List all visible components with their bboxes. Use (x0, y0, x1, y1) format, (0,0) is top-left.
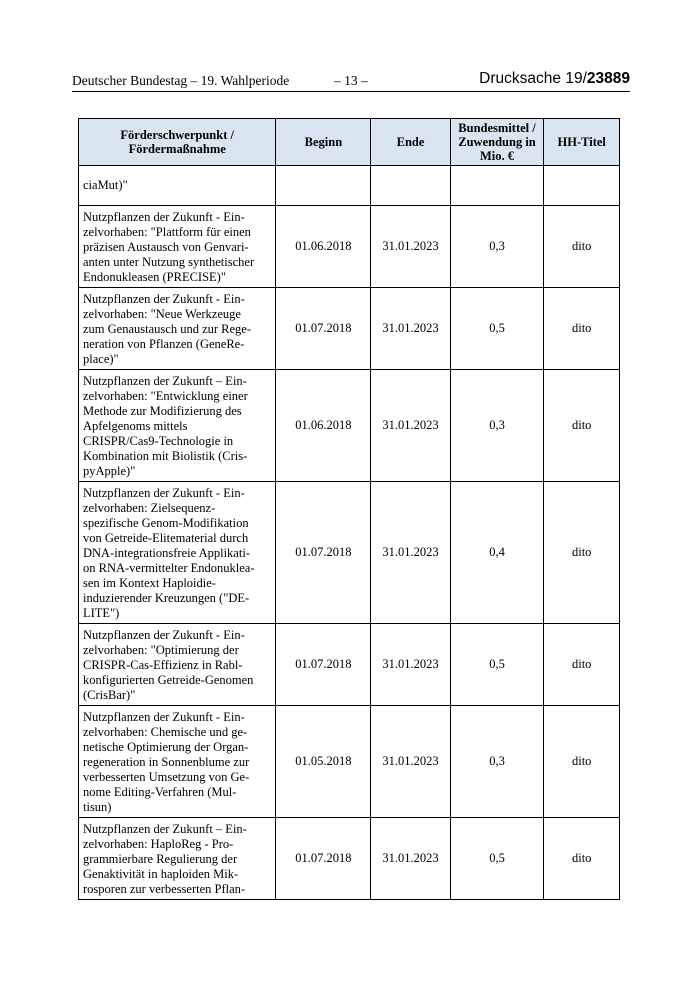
end-date-cell: 31.01.2023 (371, 624, 450, 706)
measure-line: CRISPR/Cas9-Technologie in (83, 434, 234, 448)
measure-cell (79, 206, 276, 288)
table-row (79, 706, 620, 818)
table-header-row (79, 119, 620, 166)
table-row (79, 818, 620, 900)
end-date-cell: 31.01.2023 (371, 370, 450, 482)
column-header-funds: Bundesmittel / Zuwendung in Mio. € (450, 119, 544, 166)
budget-title-cell: dito (544, 482, 620, 624)
document-number-regular: 19/ (565, 70, 587, 87)
measure-line: Nutzpflanzen der Zukunft - Ein- (83, 628, 245, 642)
measure-line: ciaMut)" (83, 177, 128, 192)
table-row (79, 482, 620, 624)
measure-cell (79, 288, 276, 370)
begin-date-cell: 01.07.2018 (276, 624, 371, 706)
measure-line: neration von Pflanzen (GeneRe- (83, 337, 245, 351)
budget-title-cell (544, 166, 620, 206)
measure-line: Endonukleasen (PRECISE)" (83, 270, 226, 284)
measure-line: pyApple)" (83, 464, 136, 478)
measure-line: Nutzpflanzen der Zukunft – Ein- (83, 374, 247, 388)
begin-date-cell: 01.07.2018 (276, 482, 371, 624)
funds-cell: 0,3 (450, 370, 544, 482)
measure-line: induzierender Kreuzungen ("DE- (83, 591, 250, 605)
budget-title-cell: dito (544, 370, 620, 482)
measure-line: zelvorhaben: "Plattform für einen (83, 225, 251, 239)
funds-cell: 0,5 (450, 288, 544, 370)
measure-cell (79, 706, 276, 818)
measure-cell (79, 818, 276, 900)
measure-line: zelvorhaben: Chemische und ge- (83, 725, 248, 739)
begin-date-cell (276, 166, 371, 206)
document-number-prefix: Drucksache (479, 70, 566, 87)
page-number: – 13 – (334, 73, 368, 88)
funds-cell: 0,5 (450, 624, 544, 706)
measure-line: zelvorhaben: "Neue Werkzeuge (83, 307, 241, 321)
measure-line: sen im Kontext Haploidie- (83, 576, 216, 590)
measure-line: von Getreide-Elitematerial durch (83, 531, 249, 545)
measure-line: regeneration in Sonnenblume zur (83, 755, 250, 769)
table-row (79, 370, 620, 482)
measure-line: zelvorhaben: Zielsequenz- (83, 501, 216, 515)
document-number-bold: 23889 (586, 70, 630, 87)
begin-date-cell: 01.07.2018 (276, 818, 371, 900)
budget-title-cell: dito (544, 288, 620, 370)
measure-line: Genaktivität in haploiden Mik- (83, 867, 239, 881)
funds-cell: 0,5 (450, 818, 544, 900)
end-date-cell: 31.01.2023 (371, 288, 450, 370)
column-header-measure: Förderschwerpunkt / Fördermaßnahme (79, 119, 276, 166)
measure-line: spezifische Genom-Modifikation (83, 516, 249, 530)
measure-line: anten unter Nutzung synthetischer (83, 255, 255, 269)
header-rule (72, 91, 630, 92)
column-header-end: Ende (371, 119, 450, 166)
header-parliament: Deutscher Bundestag – 19. Wahlperiode (72, 73, 290, 88)
measure-line: konfigurierten Getreide-Genomen (83, 673, 254, 687)
page-header (72, 70, 630, 92)
measure-cell (79, 166, 276, 206)
measure-line: Nutzpflanzen der Zukunft - Ein- (83, 486, 245, 500)
measure-cell (79, 482, 276, 624)
measure-line: on RNA-vermittelter Endonuklea- (83, 561, 255, 575)
funds-cell: 0,3 (450, 706, 544, 818)
measure-line: netische Optimierung der Organ- (83, 740, 249, 754)
measure-line: zelvorhaben: "Optimierung der (83, 643, 239, 657)
end-date-cell: 31.01.2023 (371, 706, 450, 818)
measure-line: Nutzpflanzen der Zukunft – Ein- (83, 822, 247, 836)
budget-title-cell: dito (544, 206, 620, 288)
measure-line: CRISPR-Cas-Effizienz in Rabl- (83, 658, 243, 672)
measure-line: Nutzpflanzen der Zukunft - Ein- (83, 292, 245, 306)
table-row (79, 166, 620, 206)
funds-cell (450, 166, 544, 206)
measure-line: verbesserten Umsetzung von Ge- (83, 770, 250, 784)
begin-date-cell: 01.06.2018 (276, 206, 371, 288)
measure-line: tisun) (83, 800, 112, 814)
measure-line: DNA-integrationsfreie Applikati- (83, 546, 250, 560)
measure-line: präzisen Austausch von Genvari- (83, 240, 249, 254)
measure-line: zum Genaustausch und zur Rege- (83, 322, 251, 336)
budget-title-cell: dito (544, 818, 620, 900)
document-number (479, 70, 630, 88)
measure-line: Methode zur Modifizierung des (83, 404, 242, 418)
measure-line: (CrisBar)" (83, 688, 136, 702)
end-date-cell: 31.01.2023 (371, 818, 450, 900)
funds-cell: 0,4 (450, 482, 544, 624)
measure-line: Nutzpflanzen der Zukunft - Ein- (83, 210, 245, 224)
table-row (79, 624, 620, 706)
measure-line: grammierbare Regulierung der (83, 852, 238, 866)
measure-cell (79, 624, 276, 706)
begin-date-cell: 01.05.2018 (276, 706, 371, 818)
table-row (79, 206, 620, 288)
table-row (79, 288, 620, 370)
column-header-begin: Beginn (276, 119, 371, 166)
budget-title-cell: dito (544, 706, 620, 818)
end-date-cell: 31.01.2023 (371, 482, 450, 624)
funds-cell: 0,3 (450, 206, 544, 288)
measure-line: nome Editing-Verfahren (Mul- (83, 785, 237, 799)
measure-line: zelvorhaben: HaploReg - Pro- (83, 837, 234, 851)
funding-table (78, 118, 620, 900)
measure-line: Apfelgenoms mittels (83, 419, 188, 433)
end-date-cell: 31.01.2023 (371, 206, 450, 288)
begin-date-cell: 01.06.2018 (276, 370, 371, 482)
end-date-cell (371, 166, 450, 206)
budget-title-cell: dito (544, 624, 620, 706)
begin-date-cell: 01.07.2018 (276, 288, 371, 370)
measure-line: rosporen zur verbesserten Pflan- (83, 882, 246, 896)
measure-line: zelvorhaben: "Entwicklung einer (83, 389, 248, 403)
column-header-budget-title: HH-Titel (544, 119, 620, 166)
measure-line: place)" (83, 352, 119, 366)
measure-line: Kombination mit Biolistik (Cris- (83, 449, 248, 463)
measure-cell (79, 370, 276, 482)
measure-line: LITE") (83, 606, 120, 620)
measure-line: Nutzpflanzen der Zukunft - Ein- (83, 710, 245, 724)
